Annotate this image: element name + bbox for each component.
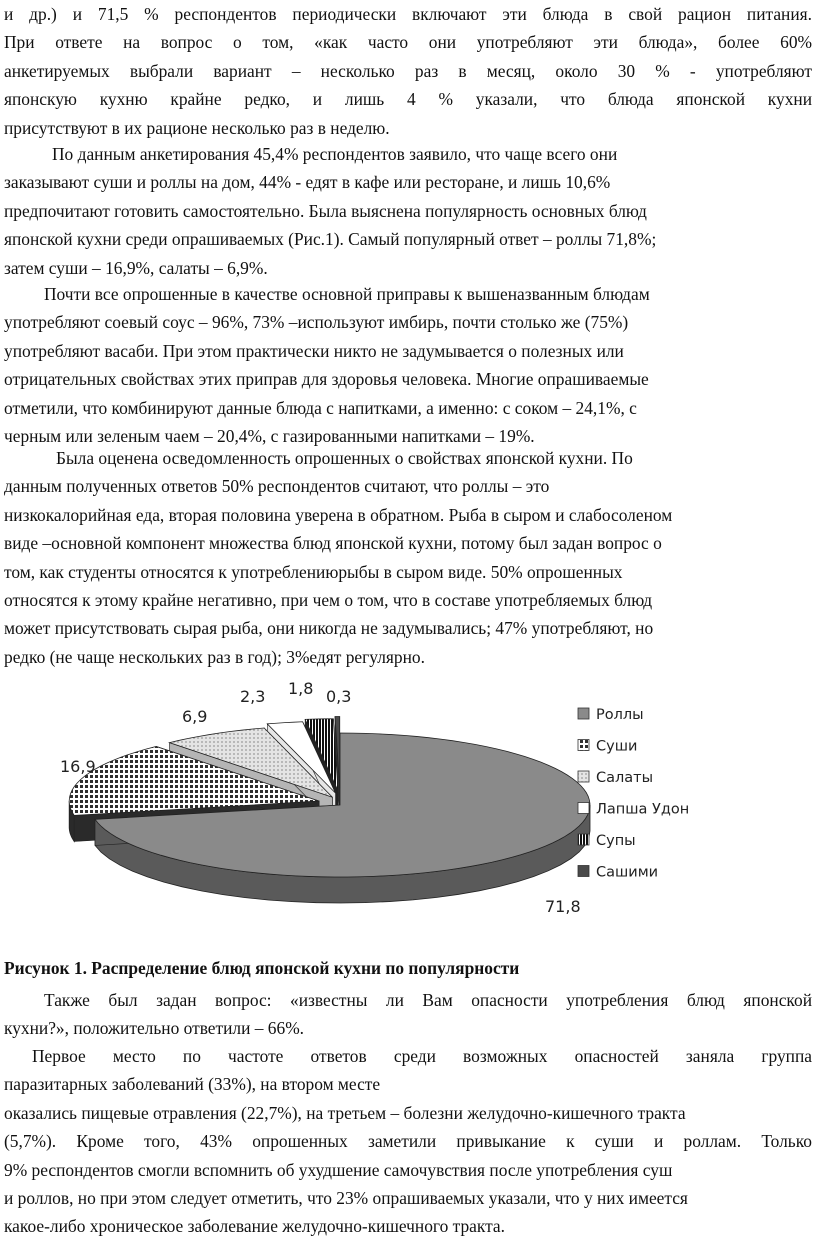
p6-line: какое-либо хроническое заболевание желудочно-кишечного тракта.	[4, 1216, 505, 1237]
p1-line: и др.) и 71,5 % респондентов периодически включают эти блюда в свой рацион питания.	[4, 4, 812, 24]
p4-line: низкокалорийная еда, вторая половина уверена в обратном. Рыба в сыром и слабосоленом	[4, 504, 673, 525]
p3-line: Почти все опрошенные в качестве основной приправы к вышеназванным блюдам	[44, 284, 650, 304]
p4-line: виде –основной компонент множества блюд японской кухни, потому был задан вопрос о	[4, 533, 662, 554]
p2-line: заказывают суши и роллы на дом, 44% - едят в кафе или ресторане, и лишь 10,6%	[4, 172, 611, 193]
p2-line: предпочитают готовить самостоятельно. Была выяснена популярность основных блюд	[4, 200, 647, 221]
p4-line: Была оценена осведомленность опрошенных о свойствах японской кухни. По	[56, 448, 633, 468]
p3-line: черным или зеленым чаем – 20,4%, с газированными напитками – 19%.	[4, 426, 535, 446]
p4-line: относятся к этому крайне негативно, при чем о том, что в составе употребляемых блюд	[4, 590, 653, 610]
data-label-Сашими: 0,3	[326, 687, 352, 706]
p5-line: Также был задан вопрос: «известны ли Вам опасности употребления блюд японской	[44, 990, 812, 1010]
legend-label: Суши	[596, 738, 638, 755]
pie-slices	[69, 717, 590, 903]
legend-swatch	[578, 803, 589, 814]
legend-item-Суши	[578, 739, 637, 755]
p6-line: Первое место по частоте ответов среди возможных опасностей заняла группа	[32, 1046, 812, 1066]
legend-swatch	[578, 866, 589, 877]
p3-line: отметили, что комбинируют данные блюда с напитками, а именно: с соком – 24,1%, с	[4, 397, 637, 418]
data-label-Суши: 16,9	[60, 757, 96, 776]
legend-label: Лапша Удон	[596, 801, 690, 818]
legend-swatch	[578, 708, 589, 719]
p6-line: оказались пищевые отравления (22,7%), на третьем – болезни желудочно-кишечного тракта	[4, 1102, 686, 1123]
p6-line: (5,7%). Кроме того, 43% опрошенных заметили привыкание к суши и роллам. Только	[4, 1131, 812, 1152]
legend-swatch	[578, 834, 589, 845]
p2-line: затем суши – 16,9%, салаты – 6,9%.	[4, 257, 268, 278]
p3-line: употребляют соевый соус – 96%, 73% –используют имбирь, почти столько же (75%)	[4, 312, 629, 333]
p4-line: может присутствовать сырая рыба, они никогда не задумывались; 47% употребляют, но	[4, 618, 654, 639]
p6-line: 9% респондентов смогли вспомнить об ухудшение самочувствия после употребления суш	[4, 1159, 673, 1180]
legend-label: Роллы	[596, 707, 644, 723]
data-label-Роллы: 71,8	[545, 897, 581, 916]
chart-legend	[578, 707, 689, 881]
legend-swatch	[578, 771, 589, 782]
p2-line: японской кухни среди опрашиваемых (Рис.1). Самый популярный ответ – роллы 71,8%;	[4, 229, 657, 250]
legend-swatch	[578, 740, 589, 751]
legend-item-Салаты	[578, 770, 653, 786]
legend-label: Супы	[596, 833, 636, 849]
p6-line: и роллов, но при этом следует отметить, что 23% опрашиваемых указали, что у них имеется	[4, 1188, 688, 1208]
legend-item-Супы	[578, 833, 636, 849]
p1-line: анкетируемых выбрали вариант – несколько раз в месяц, около 30 % - употребляют	[4, 60, 812, 81]
data-label-Супы: 1,8	[288, 680, 314, 698]
p6-line: паразитарных заболеваний (33%), на втором месте	[4, 1074, 381, 1095]
legend-item-Сашими	[578, 865, 658, 881]
data-label-Лапша Удон: 2,3	[240, 687, 266, 706]
legend-label: Салаты	[596, 770, 654, 786]
p3-line: отрицательных свойствах этих приправ для здоровья человека. Многие опрашиваемые	[4, 369, 649, 390]
p5-line: кухни?», положительно ответили – 66%.	[4, 1018, 305, 1039]
legend-label: Сашими	[596, 864, 659, 881]
p4-line: том, как студенты относятся к употреблениюрыбы в сыром виде. 50% опрошенных	[4, 561, 623, 582]
p4-line: данным полученных ответов 50% респондентов считают, что роллы – это	[4, 476, 550, 497]
legend-item-Роллы	[578, 707, 644, 723]
p1-line: При ответе на вопрос о том, «как часто они употребляют эти блюда», более 60%	[4, 32, 812, 53]
data-label-Салаты: 6,9	[182, 707, 208, 726]
legend-item-Лапша Удон	[578, 802, 689, 818]
p2-line: По данным анкетирования 45,4% респондентов заявило, что чаще всего они	[52, 144, 618, 164]
figure-pie-chart	[40, 680, 740, 940]
p3-line: употребляют васаби. При этом практически никто не задумывается о полезных или	[4, 340, 624, 361]
p1-line: присутствуют в их рационе несколько раз в неделю.	[4, 117, 390, 138]
p1-line: японскую кухню крайне редко, и лишь 4 % указали, что блюда японской кухни	[4, 89, 812, 110]
figure-caption: Рисунок 1. Распределение блюд японской кухни по популярности	[4, 958, 520, 978]
p4-line: редко (не чаще нескольких раз в год); 3%едят регулярно.	[4, 646, 425, 667]
